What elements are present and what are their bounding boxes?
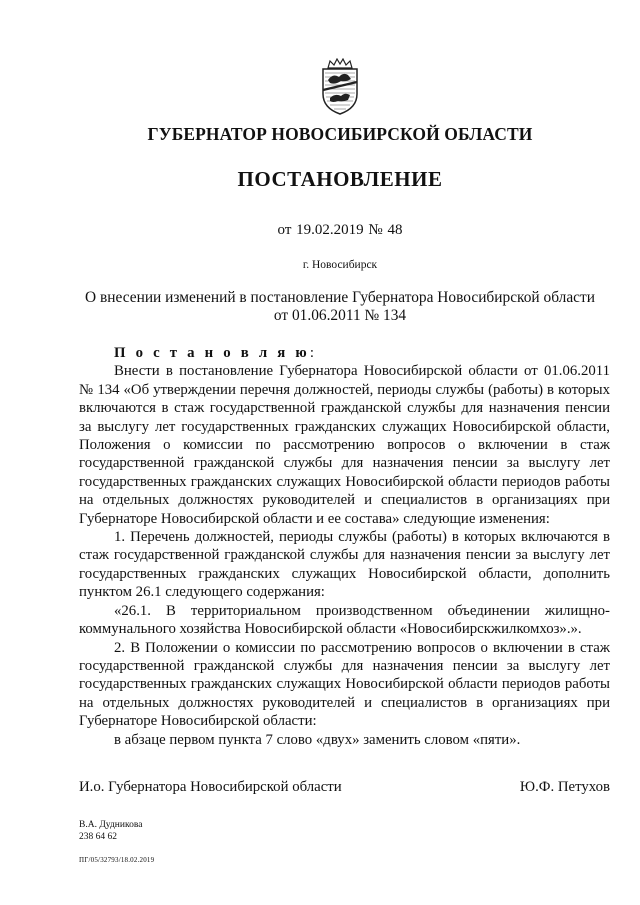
resolve-word: П о с т а н о в л я ю [114,345,310,361]
executor-name: В.А. Дудникова [79,820,143,830]
city: г. Новосибирск [302,259,378,271]
resolve-heading [79,344,610,362]
paragraph-item-7-change: в абзаце первом пункта 7 слово «двух» заменить словом «пяти». [114,731,521,748]
executor-phone: 238 64 62 [79,831,117,842]
resolve-colon: : [309,345,314,361]
paragraph-item-1: 1. Перечень должностей, периоды службы (работы) в которых включаются в стаж государственной гражданской службы для назначения пенсии за выслугу лет государственных гражданских служащих Новосибирской области, дополнить пунктом 26.1 следующего содержания: [79,529,610,601]
issuing-authority: ГУБЕРНАТОР НОВОСИБИРСКОЙ ОБЛАСТИ [147,124,533,144]
executor-info [79,820,142,843]
subject-line-1: О внесении изменений в постановление Губернатора Новосибирской области [85,289,595,306]
document-body [79,344,610,749]
paragraph-intro: Внести в постановление Губернатора Новосибирской области от 01.06.2011 № 134 «Об утверждении перечня должностей, периоды службы (работы) в которых включаются в стаж государственной гражданской службы для назначения пенсии за выслугу лет государственных гражданских служащих Новосибирской области, Положения о комиссии по рассмотрению вопросов о включении в стаж государственной гражданской службы для назначения пенсии за выслугу лет государственных гражданских служащих Новосибирской области периодов работы на отдельных должностях руководителей и специалистов в организациях при Губернаторе Новосибирской области и ее состава» следующие изменения: [79,363,610,527]
subject-line-2: от 01.06.2011 № 134 [273,307,407,325]
document-subject [70,289,610,326]
paragraph-item-26-1: «26.1. В территориальном производственном объединении жилищно-коммунального хозяйства Новосибирской области «Новосибирскжилкомхоз».». [79,602,610,638]
signatory-name: Ю.Ф. Петухов [519,779,610,795]
coat-of-arms-icon [317,58,363,116]
registration-code: ПГ/05/32793/18.02.2019 [79,856,155,864]
signatory-position: И.о. Губернатора Новосибирской области [79,779,342,795]
document-type: ПОСТАНОВЛЕНИЕ [237,167,443,191]
date-and-number: от 19.02.2019 № 48 [277,222,403,238]
paragraph-item-2: 2. В Положении о комиссии по рассмотрению вопросов о включении в стаж государственной гражданской службы для назначения пенсии за выслугу лет государственных гражданских служащих Новосибирской области периодов работы на отдельных должностях руководителей и специалистов в организациях при Губернаторе Новосибирской области: [79,639,610,730]
